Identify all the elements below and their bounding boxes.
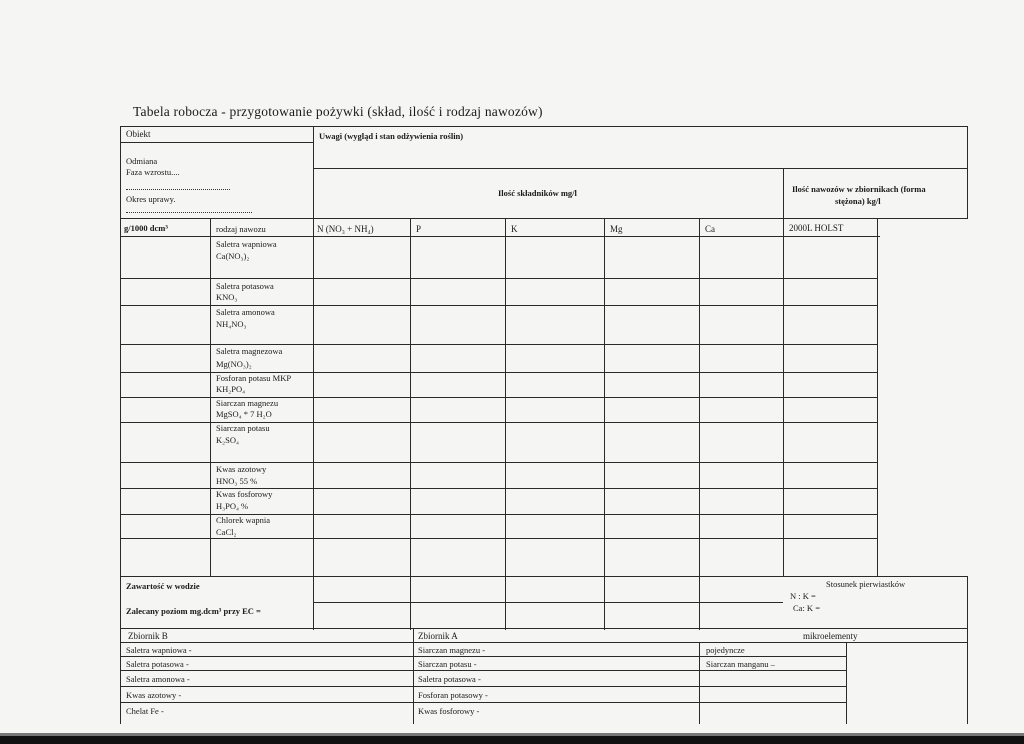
table-line (313, 168, 968, 169)
dotted-line (126, 189, 230, 190)
fertilizer-formula: HNO₃ 55 % (216, 476, 258, 486)
fertilizer-name: Saletra potasowa (216, 281, 274, 291)
table-border-left (120, 126, 121, 630)
table-line (120, 702, 846, 703)
table-line (120, 642, 968, 643)
table-line (120, 670, 846, 671)
table-line (413, 628, 414, 724)
label-obiekt: Obiekt (126, 129, 151, 139)
fertilizer-name: Siarczan magnezu (216, 398, 279, 408)
table-line (120, 218, 968, 219)
label-ilosc-skladnikow: Ilość składników mg/l (498, 188, 577, 198)
tank-b-item: Chelat Fe - (126, 706, 164, 716)
fertilizer-name: Fosforan potasu MKP (216, 373, 292, 383)
tank-a-item: Siarczan potasu - (418, 659, 477, 669)
label-zalecany: Zalecany poziom mg.dcm³ przy EC = (126, 606, 261, 616)
table-line (699, 218, 700, 630)
table-line (313, 602, 783, 603)
table-line (604, 218, 605, 630)
tank-b-item: Saletra amonowa - (126, 674, 190, 684)
dotted-line (126, 212, 252, 213)
label-uwagi: Uwagi (wygląd i stan odżywienia roślin) (319, 131, 464, 141)
tank-a-item: Saletra potasowa - (418, 674, 481, 684)
micro-title: mikroelementy (803, 631, 858, 641)
col-holst: 2000L HOLST (789, 223, 844, 233)
fertilizer-formula: MgSO₄ * 7 H₂O (216, 409, 272, 419)
fertilizer-formula: NH₄NO₃ (216, 319, 247, 329)
col-rodzaj: rodzaj nawozu (216, 224, 266, 234)
table-line (699, 642, 700, 724)
table-border-top (120, 126, 968, 127)
scan-edge (0, 733, 1024, 744)
fertilizer-formula: Mg(NO₃)₂ (216, 359, 252, 369)
fertilizer-name: Chlorek wapnia (216, 515, 271, 525)
label-ilosc-nawozow-2: stężona) kg/l (835, 196, 881, 206)
label-zawartosc: Zawartość w wodzie (126, 581, 200, 591)
label-odmiana: Odmiana (126, 156, 158, 166)
micro-item: Siarczan manganu – (706, 659, 775, 669)
tank-a-item: Kwas fosforowy - (418, 706, 480, 716)
fertilizer-name: Siarczan potasu (216, 423, 270, 433)
label-okres: Okres uprawy. (126, 194, 176, 204)
table-line (120, 344, 878, 345)
table-line (846, 642, 847, 724)
fertilizer-formula: H₃PO₄ % (216, 501, 249, 511)
page-title: Tabela robocza - przygotowanie pożywki (skład, ilość i rodzaj nawozów) (133, 104, 543, 119)
table-line (120, 656, 846, 657)
tank-b-item: Saletra potasowa - (126, 659, 189, 669)
label-stosunek: Stosunek pierwiastków (826, 579, 906, 589)
table-line (120, 278, 878, 279)
fertilizer-formula: KH₂PO₄ (216, 384, 246, 394)
label-nk: N : K = (790, 591, 816, 601)
col-g1000: g/1000 dcm³ (124, 223, 168, 233)
table-line (410, 218, 411, 630)
label-ilosc-nawozow: Ilość nawozów w zbiornikach (forma (792, 184, 926, 194)
fertilizer-name: Saletra wapniowa (216, 239, 277, 249)
fertilizer-name: Kwas azotowy (216, 464, 267, 474)
table-line (120, 686, 846, 687)
tank-a-item: Siarczan magnezu - (418, 645, 486, 655)
col-p: P (416, 224, 422, 234)
table-border-right (967, 126, 968, 218)
table-line (120, 538, 878, 539)
micro-item: pojedyncze (706, 645, 745, 655)
fertilizer-name: Saletra amonowa (216, 307, 275, 317)
fertilizer-formula: K₂SO₄ (216, 435, 239, 445)
table-line (120, 462, 878, 463)
table-line (505, 218, 506, 630)
fertilizer-formula: KNO₃ (216, 292, 238, 302)
table-line (120, 628, 121, 724)
tank-b-item: Saletra wapniowa - (126, 645, 192, 655)
tank-b-item: Kwas azotowy - (126, 690, 182, 700)
tank-a-title: Zbiornik A (418, 631, 458, 641)
fertilizer-name: Saletra magnezowa (216, 346, 283, 356)
col-k: K (511, 224, 518, 234)
table-line (120, 305, 878, 306)
label-cak: Ca: K = (793, 603, 820, 613)
label-faza: Faza wzrostu.... (126, 167, 180, 177)
fertilizer-formula: CaCl₂ (216, 527, 237, 537)
table-line (120, 236, 880, 237)
table-line (120, 628, 968, 629)
table-line (783, 168, 784, 218)
table-line (967, 628, 968, 724)
tank-a-item: Fosforan potasowy - (418, 690, 488, 700)
table-line (967, 576, 968, 629)
col-ca: Ca (705, 224, 715, 234)
fertilizer-name: Kwas fosforowy (216, 489, 273, 499)
col-n: N (NO₃ + NH₄) (317, 224, 374, 234)
table-line (313, 126, 314, 630)
col-mg: Mg (610, 224, 623, 234)
table-line (120, 576, 968, 577)
tank-b-title: Zbiornik B (128, 631, 168, 641)
fertilizer-formula: Ca(NO₃)₂ (216, 251, 250, 261)
table-line (120, 142, 313, 143)
